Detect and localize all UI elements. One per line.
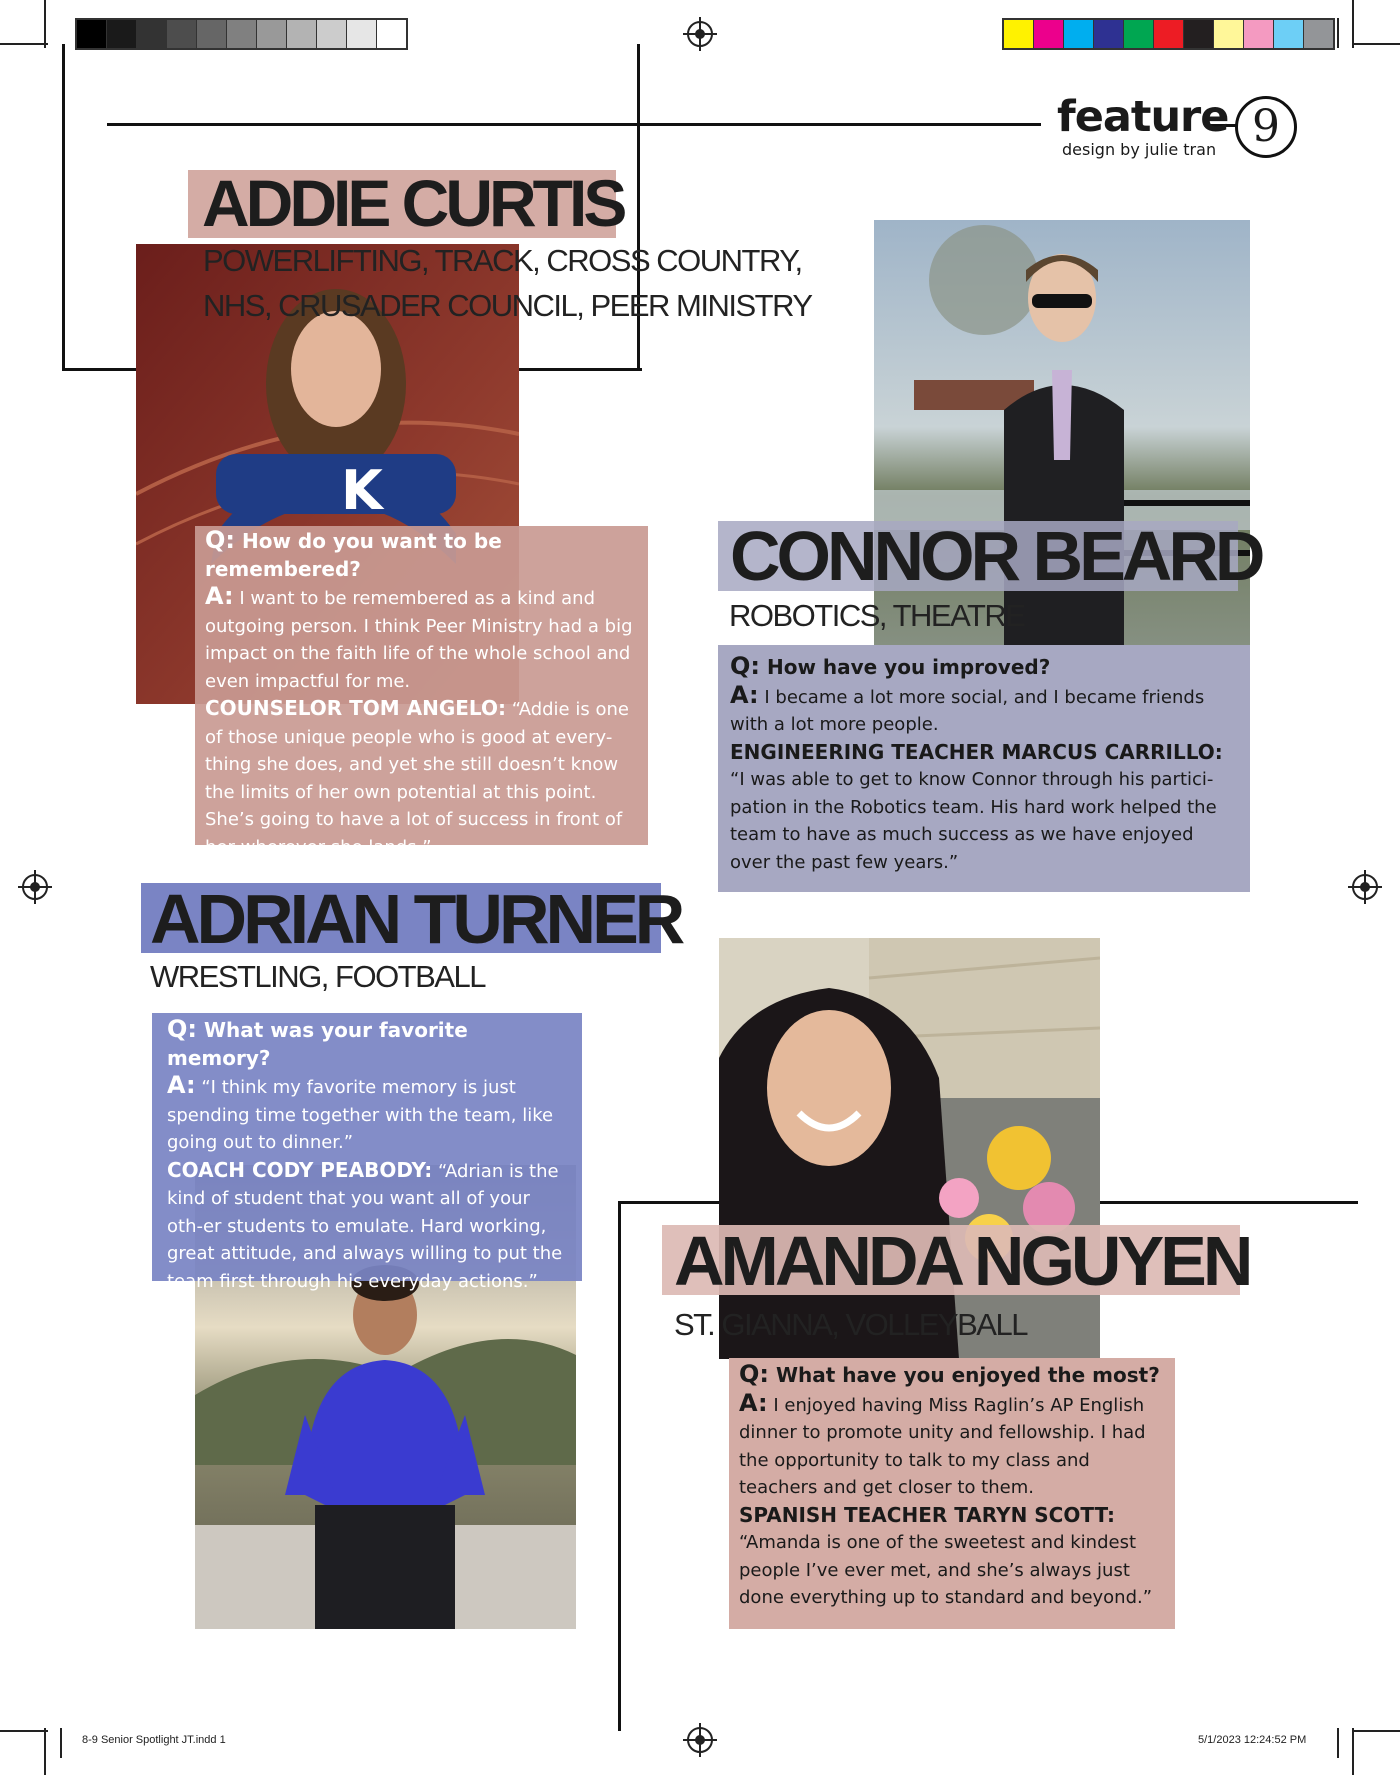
crop-mark: [1352, 0, 1354, 48]
color-swatch: [257, 20, 287, 48]
slug-timestamp: 5/1/2023 12:24:52 PM: [1198, 1734, 1307, 1746]
color-swatch: [1304, 20, 1333, 48]
amanda-question: Q: What have you enjoyed the most?: [739, 1360, 1160, 1388]
header-rule: [107, 123, 1041, 126]
color-swatch: [1274, 20, 1304, 48]
crop-mark: [0, 43, 48, 45]
color-swatch: [107, 20, 137, 48]
color-swatch: [77, 20, 107, 48]
adrian-answer: A: “I think my favorite memory is just spending time together with the team, like going out to dinner.”: [167, 1071, 554, 1153]
addie-question: Q: How do you want to be remembered?: [205, 526, 502, 581]
registration-mark: [687, 21, 713, 47]
color-swatch: [137, 20, 167, 48]
connor-interview-box: [718, 645, 1250, 892]
amanda-quoter: SPANISH TEACHER TARYN SCOTT:: [739, 1502, 1116, 1527]
color-swatch: [167, 20, 197, 48]
crop-mark: [1352, 43, 1400, 45]
registration-mark: [1352, 874, 1378, 900]
addie-activities-line1: POWERLIFTING, TRACK, CROSS COUNTRY,: [203, 243, 802, 278]
connor-activities: ROBOTICS, THEATRE: [729, 598, 1025, 633]
addie-curtis-name: ADDIE CURTIS: [202, 166, 624, 240]
adrian-interview-box: [152, 1013, 582, 1292]
slug-filename: 8-9 Senior Spotlight JT.indd 1: [82, 1734, 226, 1746]
addie-interview-box: [195, 526, 648, 858]
crop-mark: [60, 1728, 62, 1758]
color-swatch: [1124, 20, 1154, 48]
connor-quote: “I was able to get to know Connor through his partici-pation in the Robotics team. His hard work helped the team to have as much success as we have enjoyed over the past few years.”: [730, 769, 1217, 873]
color-swatch: [377, 20, 406, 48]
registration-mark: [687, 1727, 713, 1753]
addie-answer: A: I want to be remembered as a kind and outgoing person. I think Peer Ministry had a big impact on the faith life of the whole school and even impactful for me.: [205, 582, 633, 692]
color-swatch: [1154, 20, 1184, 48]
connor-answer: A: I became a lot more social, and I became friends with a lot more people.: [730, 680, 1205, 735]
color-swatch: [1004, 20, 1034, 48]
amanda-answer: A: I enjoyed having Miss Raglin’s AP English dinner to promote unity and fellowship. I had the opportunity to talk to my class and teachers and get closer to them.: [739, 1388, 1146, 1498]
color-swatch: [1214, 20, 1244, 48]
frame-line: [62, 44, 65, 371]
adrian-turner-name: ADRIAN TURNER: [150, 880, 682, 958]
amanda-interview-box: [729, 1358, 1175, 1629]
color-swatch: [1094, 20, 1124, 48]
addie-activities-line2: NHS, CRUSADER COUNCIL, PEER MINISTRY: [203, 288, 812, 323]
color-swatch: [197, 20, 227, 48]
color-swatch: [287, 20, 317, 48]
color-swatch: [1244, 20, 1274, 48]
color-swatch: [347, 20, 377, 48]
color-swatch: [317, 20, 347, 48]
process-color-bar: [1002, 18, 1335, 50]
amanda-nguyen-name: AMANDA NGUYEN: [674, 1222, 1250, 1300]
crop-mark: [44, 1728, 46, 1775]
connor-quoter: ENGINEERING TEACHER MARCUS CARRILLO:: [730, 739, 1223, 764]
color-swatch: [1034, 20, 1064, 48]
amanda-quote: “Amanda is one of the sweetest and kindest people I’ve ever met, and she’s always just done everything up to standard and beyond.”: [739, 1532, 1153, 1608]
amanda-activities: ST. GIANNA, VOLLEYBALL: [674, 1307, 1027, 1342]
crop-mark: [1352, 1728, 1354, 1775]
adrian-quote: COACH CODY PEABODY: “Adrian is the kind of student that you want all of your oth-er students to emulate. Hard working, great attitude, and always willing to put the team first through his everyday actions.”: [167, 1157, 563, 1292]
crop-mark: [1337, 1728, 1339, 1758]
page-number: 9: [1235, 96, 1297, 158]
color-swatch: [1184, 20, 1214, 48]
color-swatch: [1064, 20, 1094, 48]
registration-mark: [22, 874, 48, 900]
crop-mark: [1337, 18, 1339, 48]
grayscale-color-bar: [75, 18, 408, 50]
crop-mark: [0, 1730, 48, 1732]
crop-mark: [44, 0, 46, 48]
color-swatch: [227, 20, 257, 48]
adrian-activities: WRESTLING, FOOTBALL: [150, 959, 485, 994]
frame-line: [618, 1201, 621, 1731]
design-credit: design by julie tran: [1062, 140, 1217, 159]
crop-mark: [1352, 1730, 1400, 1732]
connor-beard-name: CONNOR BEARD: [730, 517, 1262, 595]
connor-question: Q: How have you improved?: [730, 652, 1051, 680]
svg-text:K: K: [341, 459, 383, 522]
section-title: feature: [1057, 92, 1229, 142]
addie-quote: COUNSELOR TOM ANGELO: “Addie is one of those unique people who is good at every-thing she does, and yet she still doesn’t know the limits of her own potential at this point. She’s going to have a lot of success in front of her wherever she lands.”: [205, 696, 629, 858]
adrian-question: Q: What was your favorite memory?: [167, 1015, 468, 1070]
